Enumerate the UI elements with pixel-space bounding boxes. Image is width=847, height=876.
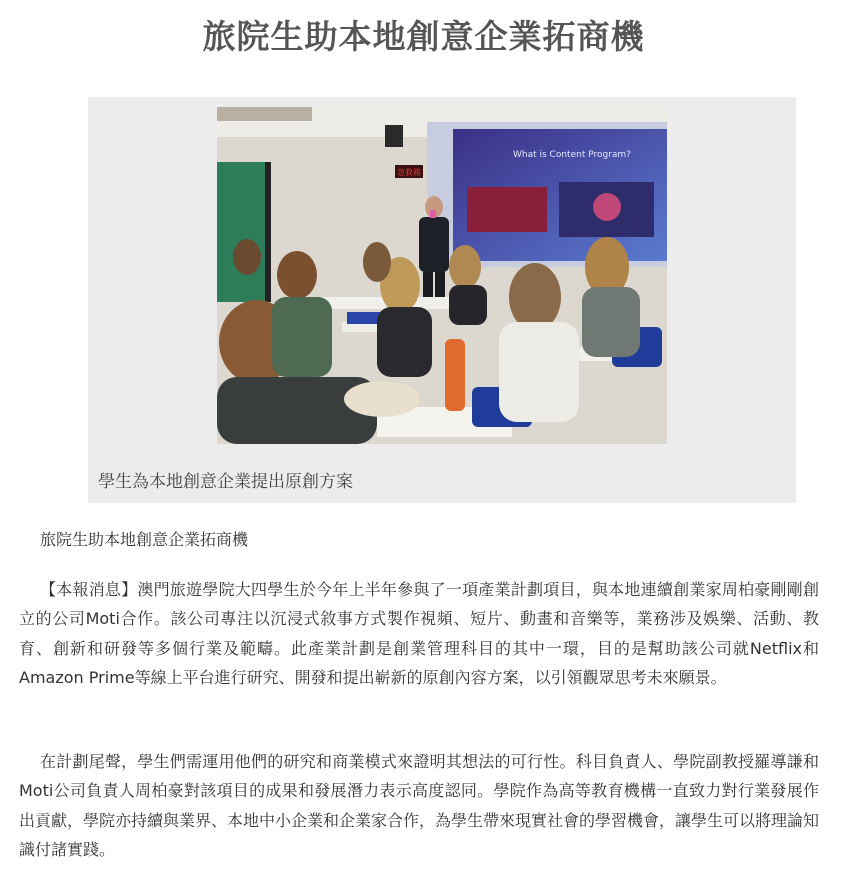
image-caption: 學生為本地創意企業提出原創方案 <box>98 472 353 492</box>
exit-sign-text: 急救箱 <box>397 168 421 177</box>
article-title: 旅院生助本地創意企業拓商機 <box>202 17 645 56</box>
article-paragraph-1: 【本報消息】澳門旅遊學院大四學生於今年上半年參與了一項產業計劃項目，與本地連續創業家周柏豪剛剛創立的公司Moti合作。該公司專注以沉浸式敘事方式製作視頻、短片、動畫和音樂等，業務涉及娛樂、活動、教育、創新和研發等多個行業及範疇。此產業計劃是創業管理科目的其中一環，目的是幫助該公司就Netflix和Amazon Prime等線上平台進行研究、開發和提出嶄新的原創內容方案，以引領觀眾思考未來願景。 <box>19 580 819 687</box>
screen-title-text: What is Content Program? <box>513 150 631 160</box>
classroom-photo <box>217 107 667 444</box>
article-paragraph-2: 在計劃尾聲，學生們需運用他們的研究和商業模式來證明其想法的可行性。科目負責人、學院副教授羅導謙和Moti公司負責人周柏豪對該項目的成果和發展潛力表示高度認同。學院作為高等教育機構一直致力對行業發展作出貢獻，學院亦持續與業界、本地中小企業和企業家合作，為學生帶來現實社會的學習機會，讓學生可以將理論知識付諸實踐。 <box>19 752 820 859</box>
article-subtitle: 旅院生助本地創意企業拓商機 <box>40 530 249 549</box>
article-figure <box>88 97 796 503</box>
